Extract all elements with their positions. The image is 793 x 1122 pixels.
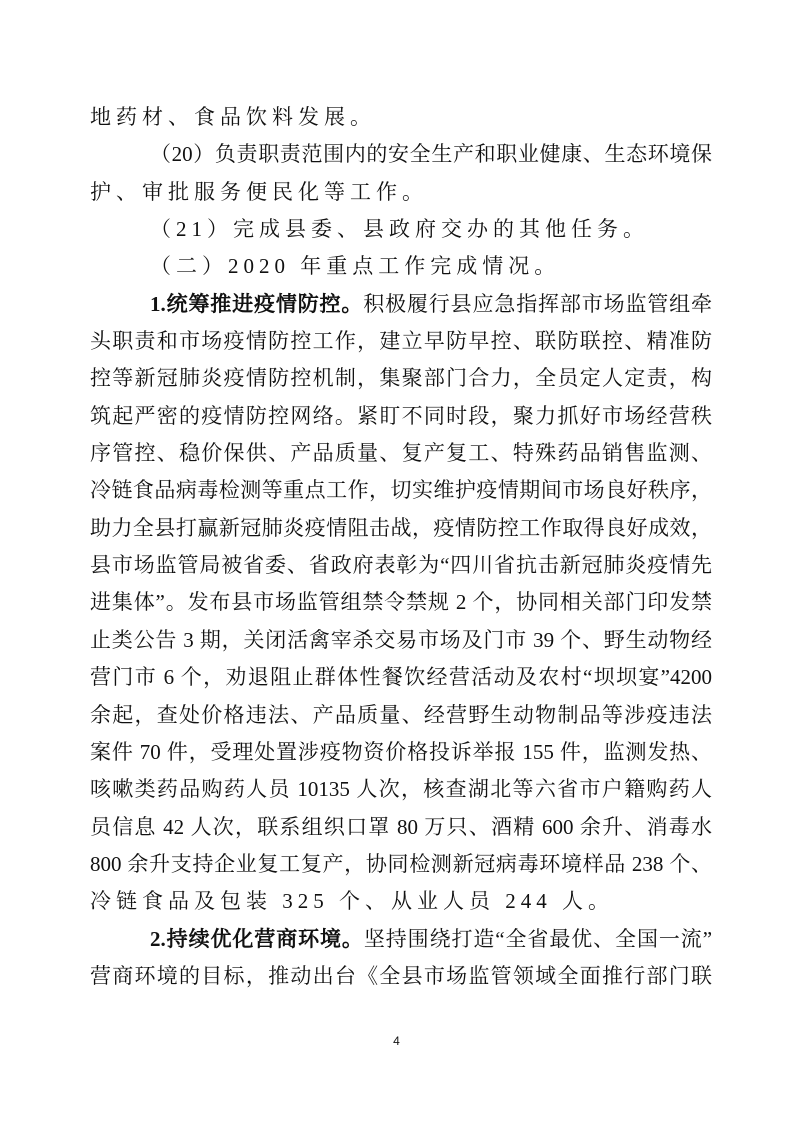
line-text: 进集体”。发布县市场监管组禁令禁规 2 个，协同相关部门印发禁 [90, 590, 712, 615]
line-text: 咳嗽类药品购药人员 10135 人次，核查湖北等六省市户籍购药人 [90, 777, 712, 802]
line-text: 县市场监管局被省委、省政府表彰为“四川省抗击新冠肺炎疫情先 [90, 553, 712, 578]
text-line [90, 286, 712, 323]
line-text: 筑起严密的疫情防控网络。紧盯不同时段，聚力抓好市场经营秩 [90, 403, 712, 428]
text-line [90, 174, 712, 211]
line-text: 止类公告 3 期，关闭活禽宰杀交易市场及门市 39 个、野生动物经 [90, 627, 712, 652]
text-line [90, 472, 712, 509]
line-text: 护、审批服务便民化等工作。 [90, 179, 428, 204]
line-text: 积极履行县应急指挥部市场监管组牵 [363, 291, 712, 316]
text-line [90, 248, 712, 285]
text-line [90, 211, 712, 248]
page-number: 4 [393, 1034, 400, 1048]
text-line [90, 547, 712, 584]
text-line [90, 883, 712, 920]
line-text: （二）2020 年重点工作完成情况。 [150, 254, 561, 279]
text-line [90, 771, 712, 808]
line-text: 助力全县打赢新冠肺炎疫情阻击战，疫情防控工作取得良好成效， [90, 515, 712, 540]
line-text: 冷链食品及包装 325 个、从业人员 244 人。 [90, 889, 614, 914]
text-line [90, 921, 712, 958]
line-text: 营门市 6 个，劝退阻止群体性餐饮经营活动及农村“坝坝宴”4200 [90, 665, 712, 690]
line-text: 坚持围绕打造“全省最优、全国一流” [363, 926, 712, 951]
text-line [90, 99, 712, 136]
line-text: （21）完成县委、县政府交办的其他任务。 [150, 217, 649, 242]
text-line [90, 958, 712, 995]
text-line [90, 136, 712, 173]
text-line [90, 809, 712, 846]
line-text: 案件 70 件，受理处置涉疫物资价格投诉举报 155 件，监测发热、 [90, 739, 712, 764]
line-text: 营商环境的目标，推动出台《全县市场监管领域全面推行部门联 [90, 963, 712, 988]
text-line [90, 659, 712, 696]
line-text: 头职责和市场疫情防控工作，建立早防早控、联防联控、精准防 [90, 329, 712, 354]
section-heading: 1.统筹推进疫情防控。 [150, 291, 364, 316]
text-line [90, 697, 712, 734]
line-text: 地药材、食品饮料发展。 [90, 105, 376, 129]
line-text: 序管控、稳价保供、产品质量、复产复工、特殊药品销售监测、 [90, 441, 712, 466]
line-text: （20）负责职责范围内的安全生产和职业健康、生态环境保 [150, 142, 712, 167]
line-text: 控等新冠肺炎疫情防控机制，集聚部门合力，全员定人定责，构 [90, 366, 712, 391]
text-line [90, 323, 712, 360]
line-text: 员信息 42 人次，联系组织口罩 80 万只、酒精 600 余升、消毒水 [90, 814, 712, 839]
text-line [90, 398, 712, 435]
text-line [90, 435, 712, 472]
text-line [90, 734, 712, 771]
text-line [90, 360, 712, 397]
line-text: 冷链食品病毒检测等重点工作，切实维护疫情期间市场良好秩序， [90, 478, 712, 503]
text-line [90, 510, 712, 547]
body-text [90, 99, 712, 995]
text-line [90, 584, 712, 621]
text-line [90, 846, 712, 883]
line-text: 800 余升支持企业复工复产，协同检测新冠病毒环境样品 238 个、 [90, 851, 712, 876]
line-text: 余起，查处价格违法、产品质量、经营野生动物制品等涉疫违法 [90, 702, 712, 727]
text-line [90, 622, 712, 659]
section-heading: 2.持续优化营商环境。 [150, 926, 364, 951]
